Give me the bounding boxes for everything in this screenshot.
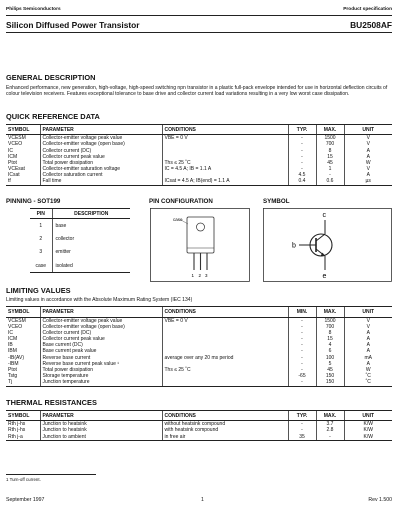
table-cell: W: [344, 367, 392, 373]
table-cell: Total power dissipation: [40, 160, 162, 166]
quick-reference-section: [6, 112, 392, 186]
table-header-cell: CONDITIONS: [162, 125, 288, 135]
pin-label-2: 2: [198, 273, 202, 278]
table-cell: 45: [316, 160, 344, 166]
table-cell: 3.7: [316, 421, 344, 428]
table-cell: Tj: [6, 379, 40, 386]
table-cell: ICM: [8, 153, 18, 160]
table-cell: Collector current peak value: [40, 336, 162, 342]
table-cell: Junction to ambient: [40, 434, 162, 441]
header-rule: [6, 15, 392, 16]
table-cell: -: [316, 172, 344, 178]
table-cell: 100: [316, 355, 344, 361]
symbol-collector-label: c: [322, 212, 326, 219]
table-header-cell: MAX.: [316, 125, 344, 135]
table-cell: Collector current (DC): [40, 330, 162, 336]
table-cell: A: [344, 361, 392, 367]
table-cell: ICsat = 4.5 A; IB(end) = 1.1 A: [162, 178, 288, 185]
table-cell: -: [288, 342, 316, 348]
document-title: Silicon Diffused Power Transistor: [6, 20, 140, 30]
symbol-emitter-label: e: [322, 273, 327, 280]
table-cell: Collector-emitter voltage (open base): [40, 324, 162, 330]
table-row: [6, 178, 392, 185]
table-cell: VCESM: [8, 135, 26, 142]
table-cell: 1: [316, 166, 344, 172]
table-cell: ˚C: [344, 379, 392, 386]
table-header-cell: PARAMETER: [40, 411, 162, 421]
table-cell: in free air: [162, 434, 288, 441]
table-cell: K/W: [344, 434, 392, 441]
table-header-cell: MIN.: [288, 307, 316, 317]
table-cell: Tstg: [8, 373, 18, 379]
table-cell: Base current peak value: [40, 348, 162, 354]
table-cell: Rth j-hs: [8, 421, 26, 428]
table-cell: A: [344, 336, 392, 342]
table-cell: -IBM: [8, 360, 19, 367]
table-cell: V: [344, 324, 392, 330]
footer-page-number: 1: [201, 497, 204, 503]
table-cell: 700: [316, 141, 344, 147]
table-cell: 2.8: [316, 427, 344, 433]
table-cell: Ths ≤ 25 ˚C: [162, 160, 288, 166]
limiting-values-title: LIMITING VALUES: [6, 286, 71, 295]
table-cell: -: [288, 330, 316, 336]
table-header-cell: SYMBOL: [6, 125, 40, 135]
symbol-title: SYMBOL: [263, 198, 290, 205]
table-cell: V: [344, 135, 392, 142]
table-cell: Collector-emitter saturation voltage: [40, 166, 162, 172]
table-cell: Base current (DC): [40, 342, 162, 348]
table-row: [30, 246, 130, 260]
table-cell: IC: [8, 147, 13, 154]
document-type: Product specification: [343, 7, 392, 12]
table-header-cell: PIN: [30, 209, 52, 219]
general-description-section: [6, 73, 392, 98]
table-cell: ICM: [8, 336, 18, 343]
table-cell: -: [288, 355, 316, 361]
table-cell: 150: [316, 373, 344, 379]
table-header-cell: UNIT: [344, 411, 392, 421]
table-cell: Collector-emitter voltage peak value: [40, 317, 162, 324]
table-cell: V: [344, 166, 392, 172]
pinning-title: PINNING - SOT199: [6, 198, 61, 205]
table-cell: V: [344, 141, 392, 147]
package-outline-drawing: [150, 208, 250, 282]
case-label: case: [173, 217, 183, 222]
table-cell: 0.6: [316, 178, 344, 185]
table-cell: 3: [39, 249, 43, 256]
table-header-cell: UNIT: [344, 125, 392, 135]
table-cell: Fall time: [40, 178, 162, 185]
table-cell: tf: [6, 178, 40, 185]
part-number: BU2508AF: [350, 20, 392, 30]
table-cell: W: [344, 160, 392, 166]
quick-reference-table: [6, 124, 392, 186]
table-header-cell: MAX.: [316, 411, 344, 421]
table-cell: VCESM: [8, 317, 26, 324]
limiting-values-section: [6, 286, 392, 387]
table-cell: isolated: [52, 259, 130, 273]
table-cell: -: [288, 141, 316, 147]
table-cell: -: [288, 336, 316, 342]
table-header-cell: DESCRIPTION: [52, 209, 130, 219]
table-cell: -: [288, 324, 316, 330]
table-cell: [162, 379, 288, 386]
table-row: [6, 135, 392, 142]
table-cell: 15: [316, 154, 344, 160]
table-cell: Collector saturation current: [40, 172, 162, 178]
table-cell: 700: [316, 324, 344, 330]
table-cell: 2: [39, 235, 43, 242]
table-cell: Collector current (DC): [40, 148, 162, 154]
table-cell: mA: [344, 355, 392, 361]
table-cell: -: [288, 421, 316, 428]
thermal-resistances-title: THERMAL RESISTANCES: [6, 398, 98, 407]
table-cell: 45: [316, 367, 344, 373]
table-header-cell: TYP.: [288, 411, 316, 421]
title-rule: [6, 32, 392, 33]
table-cell: collector: [52, 232, 130, 246]
table-cell: -: [288, 348, 316, 354]
table-cell: Collector current peak value: [40, 154, 162, 160]
table-cell: -: [288, 379, 316, 386]
pinning-table: [30, 208, 130, 273]
table-cell: -IB(AV): [8, 354, 25, 361]
table-cell: 1500: [316, 135, 344, 142]
table-cell: A: [344, 154, 392, 160]
thermal-resistances-table: [6, 410, 392, 441]
table-cell: -: [288, 154, 316, 160]
table-cell: without heatsink compound: [162, 421, 288, 428]
table-cell: Junction to heatsink: [40, 427, 162, 433]
limiting-values-table: [6, 306, 392, 387]
footer-date: September 1997: [6, 497, 45, 503]
table-cell: Junction temperature: [40, 379, 162, 386]
table-cell: -: [288, 166, 316, 172]
table-cell: A: [344, 172, 392, 178]
table-header-cell: SYMBOL: [6, 411, 40, 421]
pinning-table-wrap: [30, 208, 130, 273]
table-cell: VBE = 0 V: [162, 317, 288, 324]
table-cell: A: [344, 148, 392, 154]
table-cell: -65: [288, 373, 316, 379]
table-cell: -: [288, 317, 316, 324]
footnote-rule: [6, 474, 96, 475]
table-cell: 4: [316, 342, 344, 348]
table-header-cell: PARAMETER: [40, 125, 162, 135]
table-cell: Ptot: [8, 159, 17, 166]
table-cell: average over any 20 ms period: [162, 355, 288, 361]
table-cell: Total power dissipation: [40, 367, 162, 373]
table-cell: -: [288, 367, 316, 373]
table-header-cell: CONDITIONS: [162, 411, 288, 421]
table-header-cell: TYP.: [288, 125, 316, 135]
table-header-cell: SYMBOL: [6, 307, 40, 317]
footer-revision: Rev 1.500: [368, 497, 392, 503]
table-row: [30, 232, 130, 246]
table-cell: 1500: [316, 317, 344, 324]
table-cell: 35: [288, 434, 316, 441]
pin-configuration-title: PIN CONFIGURATION: [149, 198, 213, 205]
pin-label-3: 3: [205, 273, 208, 278]
table-cell: 4.5: [288, 172, 316, 178]
table-cell: case: [30, 259, 52, 273]
table-row: [6, 355, 392, 361]
table-cell: Collector-emitter voltage peak value: [40, 135, 162, 142]
table-cell: VCEsat: [8, 165, 25, 172]
table-row: [6, 434, 392, 441]
table-cell: Rth j-a: [6, 434, 40, 441]
table-cell: IC = 4.5 A; IB = 1.1 A: [162, 166, 288, 172]
table-cell: IBM: [8, 348, 17, 355]
table-header-cell: MAX.: [316, 307, 344, 317]
table-cell: 0.4: [288, 178, 316, 185]
table-row: [6, 379, 392, 386]
table-cell: ICsat: [8, 172, 20, 179]
table-cell: A: [344, 348, 392, 354]
table-cell: Rth j-hs: [8, 427, 26, 434]
table-cell: 8: [316, 330, 344, 336]
table-cell: Ths ≤ 25 ˚C: [162, 367, 288, 373]
table-header-cell: CONDITIONS: [162, 307, 288, 317]
table-cell: VCEO: [8, 141, 23, 148]
table-cell: Collector-emitter voltage (open base): [40, 141, 162, 147]
table-cell: base: [52, 219, 130, 233]
pin-label-1: 1: [191, 273, 195, 278]
table-cell: 150: [316, 379, 344, 386]
table-cell: K/W: [344, 421, 392, 428]
table-cell: -: [288, 135, 316, 142]
transistor-symbol-drawing: [263, 208, 392, 282]
table-cell: Junction to heatsink: [40, 421, 162, 428]
table-cell: µs: [344, 178, 392, 185]
symbol-base-label: b: [292, 242, 296, 250]
table-cell: Ptot: [8, 366, 17, 373]
table-cell: VBE = 0 V: [162, 135, 288, 142]
company-name: Philips Semiconductors: [6, 7, 61, 12]
thermal-resistances-section: [6, 398, 392, 441]
general-description-text: Enhanced performance, new generation, high-voltage, high-speed switching npn transistor in a plastic full-pack envelope intended for use in horizontal deflection circuits of colour television receivers. Features exceptional tolerance to base drive and collector current load variations resulting in a very low worst case dissipation.: [6, 85, 388, 98]
table-cell: IC: [8, 329, 13, 336]
table-cell: K/W: [344, 427, 392, 433]
table-cell: VCEO: [8, 323, 23, 330]
table-cell: -: [288, 361, 316, 367]
table-cell: ˚C: [344, 373, 392, 379]
footnote: 1 Turn-off current.: [6, 477, 41, 482]
table-row: [30, 259, 130, 273]
table-header-cell: UNIT: [344, 307, 392, 317]
table-cell: 6: [316, 348, 344, 354]
table-cell: 8: [316, 148, 344, 154]
table-cell: IB: [8, 342, 13, 349]
table-cell: Reverse base current: [40, 355, 162, 361]
table-cell: Reverse base current peak value ¹: [40, 361, 162, 367]
table-row: [6, 317, 392, 324]
table-cell: -: [288, 160, 316, 166]
table-cell: 5: [316, 361, 344, 367]
table-cell: -: [316, 434, 344, 441]
table-cell: -: [288, 427, 316, 433]
limiting-values-intro: Limiting values in accordance with the Absolute Maximum Rating System (IEC 134): [6, 297, 193, 303]
table-cell: V: [344, 317, 392, 324]
table-cell: 1: [39, 222, 43, 229]
table-cell: with heatsink compound: [162, 427, 288, 433]
table-cell: A: [344, 330, 392, 336]
table-row: [30, 219, 130, 233]
table-cell: emitter: [52, 246, 130, 260]
quick-reference-title: QUICK REFERENCE DATA: [6, 112, 100, 121]
table-cell: -: [288, 148, 316, 154]
table-cell: A: [344, 342, 392, 348]
table-row: [6, 421, 392, 428]
table-cell: 15: [316, 336, 344, 342]
general-description-title: GENERAL DESCRIPTION: [6, 73, 96, 82]
table-cell: Storage temperature: [40, 373, 162, 379]
table-header-cell: PARAMETER: [40, 307, 162, 317]
